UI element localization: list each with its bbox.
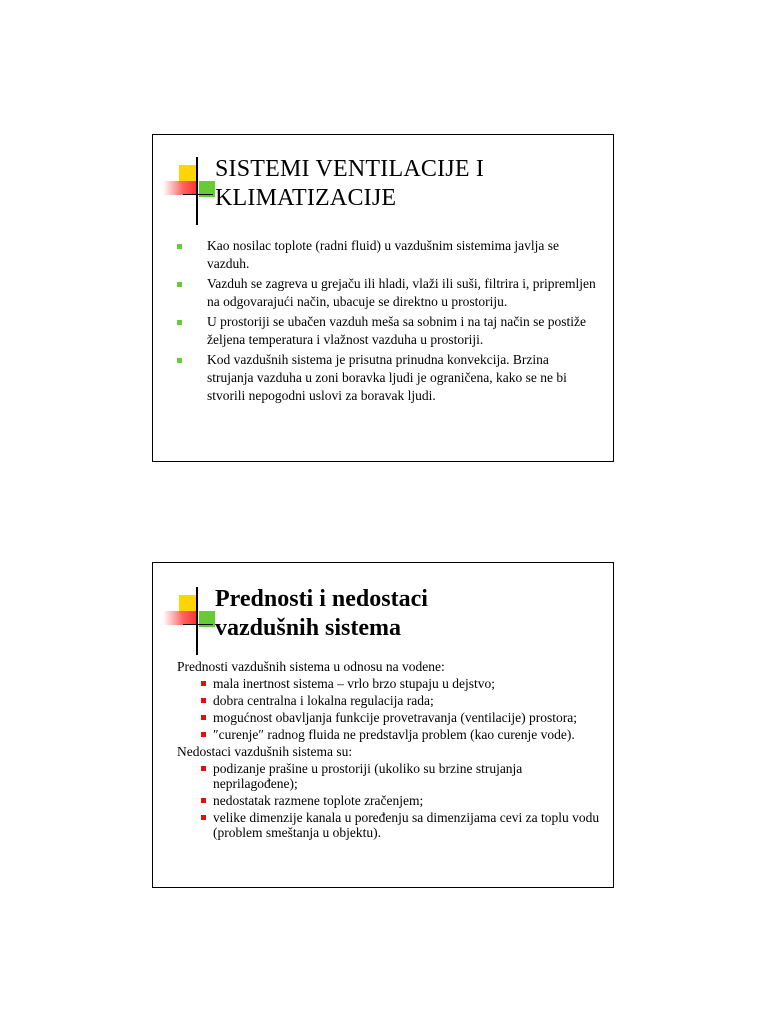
bullet-list: [177, 237, 597, 407]
slide-ventilation-systems: [152, 134, 614, 462]
slide-advantages-disadvantages: [152, 562, 614, 888]
slide-title: [215, 155, 484, 213]
list-item-text: Vazduh se zagreva u grejaču ili hladi, vlaži ili suši, filtrira i, pripremljen na odgovarajući način, ubacuje se direktno u prostoriju.: [207, 276, 596, 309]
list-item: [177, 810, 607, 840]
advantages-heading: Prednosti vazdušnih sistema u odnosu na vodene:: [177, 659, 445, 674]
slide-title-line: KLIMATIZACIJE: [215, 185, 397, 211]
list-item: [177, 693, 607, 708]
list-item: [177, 313, 597, 349]
list-item-text: velike dimenzije kanala u poređenju sa dimenzijama cevi za toplu vodu (problem smeštanja u objektu).: [213, 810, 600, 840]
list-item-text: dobra centralna i lokalna regulacija rada;: [213, 693, 434, 708]
square-bullet-icon: [201, 766, 206, 771]
list-item-text: U prostoriji se ubačen vazduh meša sa sobnim i na taj način se postiže željena temperatura i vlažnost vazduha u prostoriji.: [207, 314, 587, 347]
square-bullet-icon: [177, 358, 182, 363]
list-item: [177, 793, 607, 808]
slide-title-line: SISTEMI VENTILACIJE I: [215, 156, 485, 182]
square-bullet-icon: [201, 732, 206, 737]
list-item-text: nedostatak razmene toplote zračenjem;: [213, 793, 424, 808]
list-item-text: ″curenje″ radnog fluida ne predstavlja problem (kao curenje vode).: [213, 727, 575, 742]
list-item: [177, 676, 607, 691]
disadvantages-heading: Nedostaci vazdušnih sistema su:: [177, 744, 353, 759]
list-item: [177, 727, 607, 742]
slide-title-line: Prednosti i nedostaci: [215, 586, 428, 612]
disadvantages-list: [177, 761, 607, 840]
list-item: [177, 761, 607, 791]
list-item: [177, 275, 597, 311]
square-bullet-icon: [177, 244, 182, 249]
slide-title-line: vazdušnih sistema: [215, 615, 402, 641]
square-bullet-icon: [177, 282, 182, 287]
square-bullet-icon: [201, 815, 206, 820]
list-item-text: mogućnost obavljanja funkcije provetravanja (ventilacije) prostora;: [213, 710, 577, 725]
list-item-text: podizanje prašine u prostoriji (ukoliko su brzine strujanja neprilagođene);: [213, 761, 523, 791]
square-bullet-icon: [201, 681, 206, 686]
square-bullet-icon: [201, 698, 206, 703]
list-item: [177, 710, 607, 725]
slide-logo-icon: [159, 157, 219, 237]
slide-logo-icon: [159, 587, 219, 667]
list-item: [177, 351, 597, 405]
list-item: [177, 237, 597, 273]
slide-title: [215, 585, 428, 643]
square-bullet-icon: [177, 320, 182, 325]
square-bullet-icon: [201, 798, 206, 803]
list-item-text: mala inertnost sistema – vrlo brzo stupaju u dejstvo;: [213, 676, 495, 691]
advantages-list: [177, 676, 607, 742]
list-item-text: Kao nosilac toplote (radni fluid) u vazdušnim sistemima javlja se vazduh.: [207, 238, 560, 271]
list-item-text: Kod vazdušnih sistema je prisutna prinudna konvekcija. Brzina strujanja vazduha u zoni boravka ljudi je ograničena, kako se ne bi stvorili nepogodni uslovi za boravak ljudi.: [207, 352, 567, 403]
square-bullet-icon: [201, 715, 206, 720]
slide-body: [177, 659, 607, 842]
